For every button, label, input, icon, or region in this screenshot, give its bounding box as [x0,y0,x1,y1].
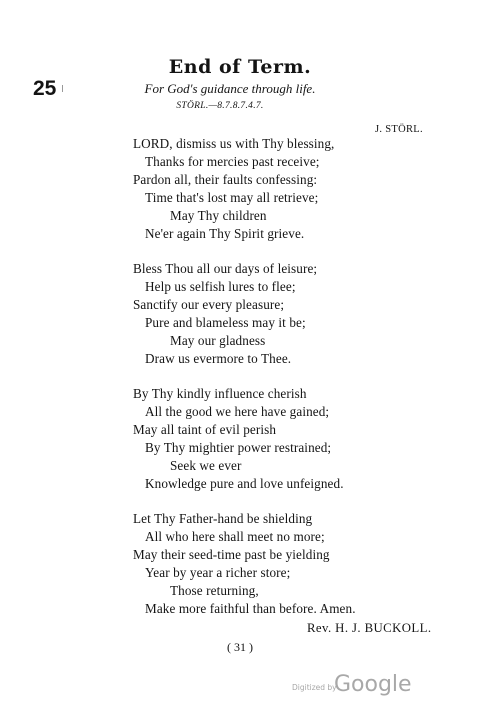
tune-meter: STÖRL.—8.7.8.7.4.7. [176,101,264,111]
verse-line: May their seed-time past be yielding [133,547,330,562]
composer-credit: J. STÖRL. [375,124,423,135]
verse-line: Pure and blameless may it be; [145,315,306,330]
watermark-prefix: Digitized by [292,683,337,692]
verse-line: Year by year a richer store; [145,565,291,580]
verse-line: Bless Thou all our days of leisure; [133,261,318,276]
watermark-brand: Google [334,672,412,697]
verse-line: Sanctify our every pleasure; [133,297,285,312]
verse-line: All who here shall meet no more; [145,529,325,544]
verse-line: May our gladness [170,333,266,348]
verse-line: Draw us evermore to Thee. [145,351,292,366]
hymn-subtitle: For God's guidance through life. [144,81,316,96]
verse-line: Help us selfish lures to flee; [145,279,296,294]
verse-line: Seek we ever [170,458,242,473]
verse-line: By Thy mightier power restrained; [145,440,332,455]
verse-line: Knowledge pure and love unfeigned. [145,476,344,491]
page-number: ( 31 ) [227,640,253,654]
verse-line: Time that's lost may all retrieve; [145,190,319,205]
verse-line: Make more faithful than before. Amen. [145,601,356,616]
hymn-number: 25 [33,77,57,100]
verse-line: May all taint of evil perish [133,422,277,437]
hymn-title: End of Term. [168,56,312,78]
verse-line: Those returning, [170,583,259,598]
verse-line: By Thy kindly influence cherish [133,386,307,401]
author-credit: Rev. H. J. BUCKOLL. [307,621,432,635]
verse-line: All the good we here have gained; [145,404,330,419]
verse-line: Ne'er again Thy Spirit grieve. [145,226,305,241]
verse-line: Pardon all, their faults confessing: [133,172,318,187]
verse-line: May Thy children [170,208,267,223]
verse-line: Thanks for mercies past receive; [145,154,320,169]
verse-line: LORD, dismiss us with Thy blessing, [133,136,335,151]
verse-line: Let Thy Father-hand be shielding [133,511,313,526]
